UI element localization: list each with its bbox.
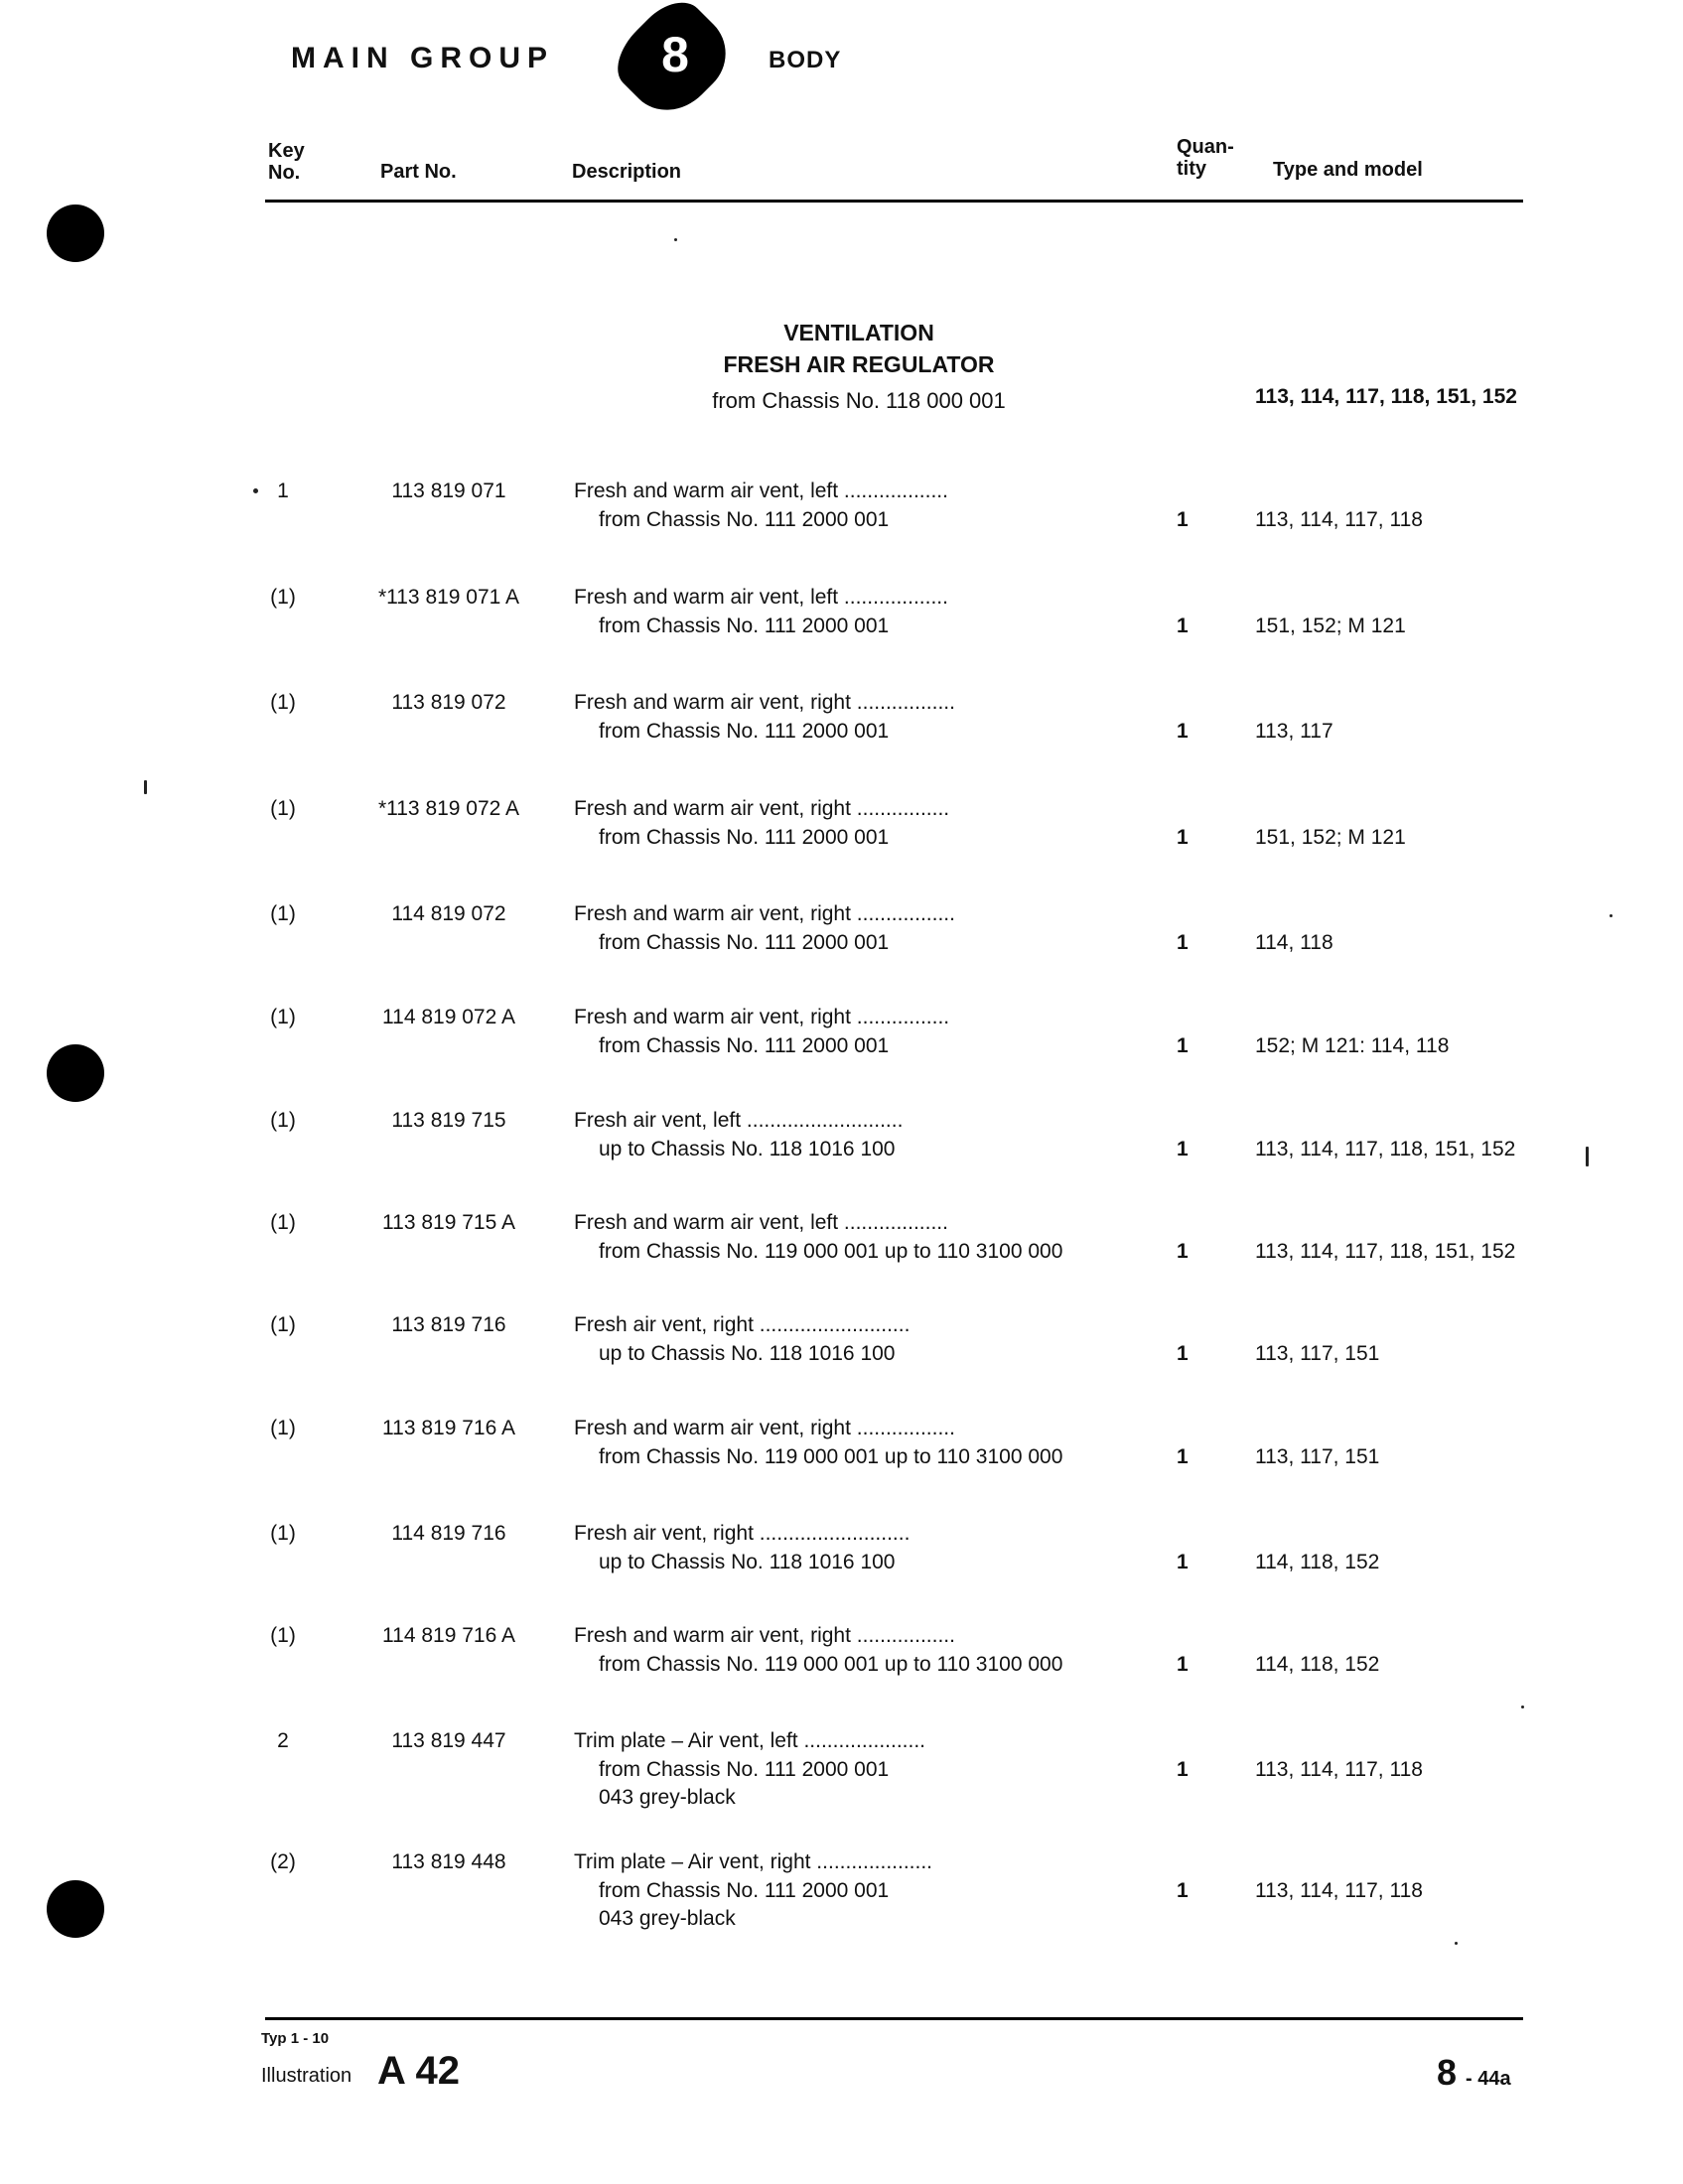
scan-speckle — [253, 488, 258, 493]
key-no: 1 — [277, 479, 289, 502]
binder-hole — [47, 205, 104, 262]
scan-speckle — [1521, 1706, 1524, 1708]
type-model: 113, 117, 151 — [1255, 1445, 1380, 1468]
main-group-label: MAIN GROUP — [291, 42, 554, 74]
quantity: 1 — [1177, 720, 1189, 743]
key-no: (1) — [270, 691, 296, 714]
type-model: 114, 118, 152 — [1255, 1551, 1380, 1573]
footer-rule — [265, 2017, 1523, 2020]
quantity: 1 — [1177, 1445, 1189, 1468]
type-model: 113, 114, 117, 118 — [1255, 508, 1423, 531]
key-no: 2 — [277, 1729, 289, 1752]
description-detail: up to Chassis No. 118 1016 100 — [599, 1551, 896, 1573]
key-no: (1) — [270, 586, 296, 609]
scan-speckle — [1586, 1147, 1589, 1166]
key-no: (1) — [270, 1006, 296, 1028]
description-detail: from Chassis No. 111 2000 001 — [599, 826, 890, 849]
part-no: 113 819 072 — [391, 691, 506, 714]
quantity: 1 — [1177, 1034, 1189, 1057]
scan-speckle — [144, 780, 147, 794]
description: Fresh air vent, left ........................... — [574, 1109, 904, 1132]
key-no: (1) — [270, 797, 296, 820]
page-suffix: - 44a — [1466, 2068, 1511, 2090]
quantity: 1 — [1177, 1342, 1189, 1365]
description: Fresh air vent, right .......................... — [574, 1522, 911, 1545]
key-no: (1) — [270, 1109, 296, 1132]
type-model: 113, 117, 151 — [1255, 1342, 1380, 1365]
part-no: 114 819 072 A — [382, 1006, 515, 1028]
column-header-description: Description — [572, 161, 682, 183]
quantity: 1 — [1177, 614, 1189, 637]
description-detail: up to Chassis No. 118 1016 100 — [599, 1138, 896, 1160]
page-number: 8 — [1437, 2052, 1458, 2093]
section-subtitle: FRESH AIR REGULATOR — [723, 351, 995, 377]
part-no: 113 819 715 A — [382, 1211, 515, 1234]
column-header-key-no: Key No. — [268, 140, 305, 184]
type-model: 113, 114, 117, 118, 151, 152 — [1255, 1138, 1516, 1160]
description-detail: up to Chassis No. 118 1016 100 — [599, 1342, 896, 1365]
scan-speckle — [674, 238, 677, 241]
type-model: 114, 118 — [1255, 931, 1333, 954]
part-no: 114 819 072 — [391, 902, 506, 925]
quantity: 1 — [1177, 1758, 1189, 1781]
description: Trim plate – Air vent, left ..................... — [574, 1729, 925, 1752]
key-no: (1) — [270, 1522, 296, 1545]
type-model: 151, 152; M 121 — [1255, 826, 1406, 849]
quantity: 1 — [1177, 1879, 1189, 1902]
type-model: 113, 114, 117, 118, 151, 152 — [1255, 1240, 1516, 1263]
type-model: 113, 117 — [1255, 720, 1333, 743]
description: Fresh and warm air vent, right ................. — [574, 1417, 955, 1439]
quantity: 1 — [1177, 931, 1189, 954]
description: Fresh and warm air vent, left .................. — [574, 479, 948, 502]
key-no: (1) — [270, 1211, 296, 1234]
type-model: 113, 114, 117, 118 — [1255, 1879, 1423, 1902]
illustration-code: A 42 — [377, 2049, 461, 2093]
color-code: 043 grey-black — [599, 1907, 736, 1930]
section-title: VENTILATION — [783, 320, 934, 345]
section-note: from Chassis No. 118 000 001 — [712, 388, 1006, 413]
description: Fresh and warm air vent, left .................. — [574, 586, 948, 609]
group-number: 8 — [661, 27, 689, 82]
part-no: 113 819 071 — [391, 479, 506, 502]
section-models: 113, 114, 117, 118, 151, 152 — [1255, 385, 1517, 408]
section-label: BODY — [769, 47, 842, 73]
typ-label: Typ 1 - 10 — [261, 2030, 330, 2047]
description-detail: from Chassis No. 111 2000 001 — [599, 614, 890, 637]
quantity: 1 — [1177, 826, 1189, 849]
binder-hole — [47, 1044, 104, 1102]
quantity: 1 — [1177, 1240, 1189, 1263]
part-no: 114 819 716 A — [382, 1624, 515, 1647]
color-code: 043 grey-black — [599, 1786, 736, 1809]
scan-speckle — [1610, 914, 1613, 917]
description-detail: from Chassis No. 111 2000 001 — [599, 508, 890, 531]
key-no: (1) — [270, 902, 296, 925]
description-detail: from Chassis No. 111 2000 001 — [599, 1879, 890, 1902]
quantity: 1 — [1177, 1138, 1189, 1160]
part-no: 114 819 716 — [391, 1522, 506, 1545]
description: Fresh and warm air vent, left .................. — [574, 1211, 948, 1234]
column-header-part-no: Part No. — [380, 161, 457, 183]
part-no: 113 819 447 — [391, 1729, 506, 1752]
key-no: (1) — [270, 1624, 296, 1647]
key-no: (1) — [270, 1313, 296, 1336]
part-no: 113 819 716 — [391, 1313, 506, 1336]
description: Fresh and warm air vent, right ................ — [574, 797, 950, 820]
key-no: (2) — [270, 1850, 296, 1873]
description-detail: from Chassis No. 111 2000 001 — [599, 931, 890, 954]
part-no: 113 819 448 — [391, 1850, 506, 1873]
scan-speckle — [1455, 1942, 1458, 1945]
description-detail: from Chassis No. 119 000 001 up to 110 3100 000 — [599, 1445, 1063, 1468]
description: Fresh air vent, right .......................... — [574, 1313, 911, 1336]
part-no: 113 819 716 A — [382, 1417, 515, 1439]
part-no: *113 819 071 A — [377, 586, 520, 609]
key-no: (1) — [270, 1417, 296, 1439]
quantity: 1 — [1177, 1551, 1189, 1573]
illustration-label: Illustration — [261, 2065, 352, 2087]
type-model: 151, 152; M 121 — [1255, 614, 1406, 637]
binder-hole — [47, 1880, 104, 1938]
column-header-type-model: Type and model — [1273, 159, 1423, 181]
header-rule — [265, 200, 1523, 203]
description-detail: from Chassis No. 111 2000 001 — [599, 720, 890, 743]
quantity: 1 — [1177, 1653, 1189, 1676]
description: Fresh and warm air vent, right ................. — [574, 1624, 955, 1647]
part-no: *113 819 072 A — [377, 797, 520, 820]
description: Fresh and warm air vent, right ................ — [574, 1006, 950, 1028]
description: Fresh and warm air vent, right ................. — [574, 902, 955, 925]
description-detail: from Chassis No. 111 2000 001 — [599, 1758, 890, 1781]
part-no: 113 819 715 — [391, 1109, 506, 1132]
type-model: 113, 114, 117, 118 — [1255, 1758, 1423, 1781]
description-detail: from Chassis No. 119 000 001 up to 110 3100 000 — [599, 1240, 1063, 1263]
description-detail: from Chassis No. 119 000 001 up to 110 3100 000 — [599, 1653, 1063, 1676]
type-model: 152; M 121: 114, 118 — [1255, 1034, 1450, 1057]
description: Trim plate – Air vent, right .................... — [574, 1850, 932, 1873]
type-model: 114, 118, 152 — [1255, 1653, 1380, 1676]
column-header-quantity: Quan- tity — [1177, 136, 1234, 180]
description-detail: from Chassis No. 111 2000 001 — [599, 1034, 890, 1057]
description: Fresh and warm air vent, right ................. — [574, 691, 955, 714]
quantity: 1 — [1177, 508, 1189, 531]
